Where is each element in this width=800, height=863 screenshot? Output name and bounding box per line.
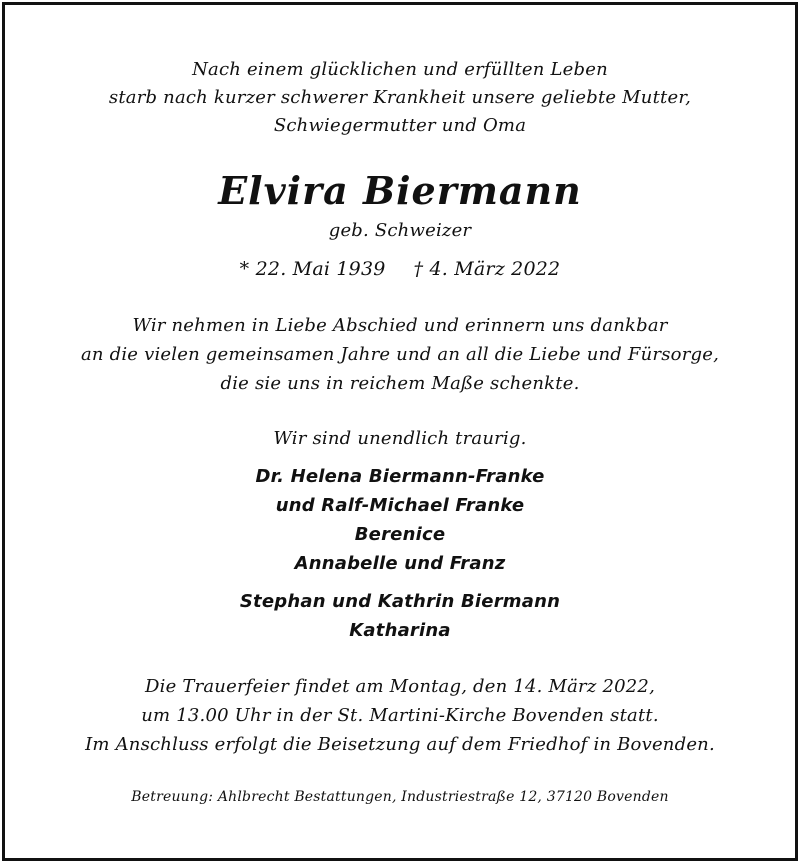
born-name: geb. Schweizer — [328, 220, 472, 241]
undertaker-footer: Betreuung: Ahlbrecht Bestattungen, Industriestraße 12, 37120 Bovenden — [131, 789, 669, 805]
intro-line-2: starb nach kurzer schwerer Krankheit unsere geliebte Mutter, — [108, 87, 692, 108]
ceremony-line-1: Die Trauerfeier findet am Montag, den 14. März 2022, — [145, 676, 655, 697]
death-date: † 4. März 2022 — [413, 258, 561, 280]
mourner-line: Annabelle und Franz — [294, 553, 506, 574]
farewell-line-3: die sie uns in reichem Maße schenkte. — [220, 373, 580, 394]
life-dates — [0, 258, 800, 280]
mourner-line: Stephan und Kathrin Biermann — [239, 591, 561, 612]
birth-date: * 22. Mai 1939 — [239, 258, 386, 280]
farewell-line-1: Wir nehmen in Liebe Abschied und erinnern uns dankbar — [132, 315, 668, 336]
ceremony-line-2: um 13.00 Uhr in der St. Martini-Kirche Bovenden statt. — [141, 705, 659, 726]
mourner-line: Berenice — [354, 524, 446, 545]
mourner-line: und Ralf-Michael Franke — [275, 495, 525, 516]
intro-line-1: Nach einem glücklichen und erfüllten Leben — [192, 59, 608, 80]
mourner-line: Dr. Helena Biermann-Franke — [255, 466, 545, 487]
mourner-line: Katharina — [349, 620, 451, 641]
sorrow-line: Wir sind unendlich traurig. — [273, 428, 527, 449]
deceased-name: Elvira Biermann — [218, 168, 582, 213]
intro-line-3: Schwiegermutter und Oma — [273, 115, 527, 136]
farewell-line-2: an die vielen gemeinsamen Jahre und an all die Liebe und Fürsorge, — [80, 344, 719, 365]
ceremony-line-3: Im Anschluss erfolgt die Beisetzung auf dem Friedhof in Bovenden. — [85, 734, 715, 755]
